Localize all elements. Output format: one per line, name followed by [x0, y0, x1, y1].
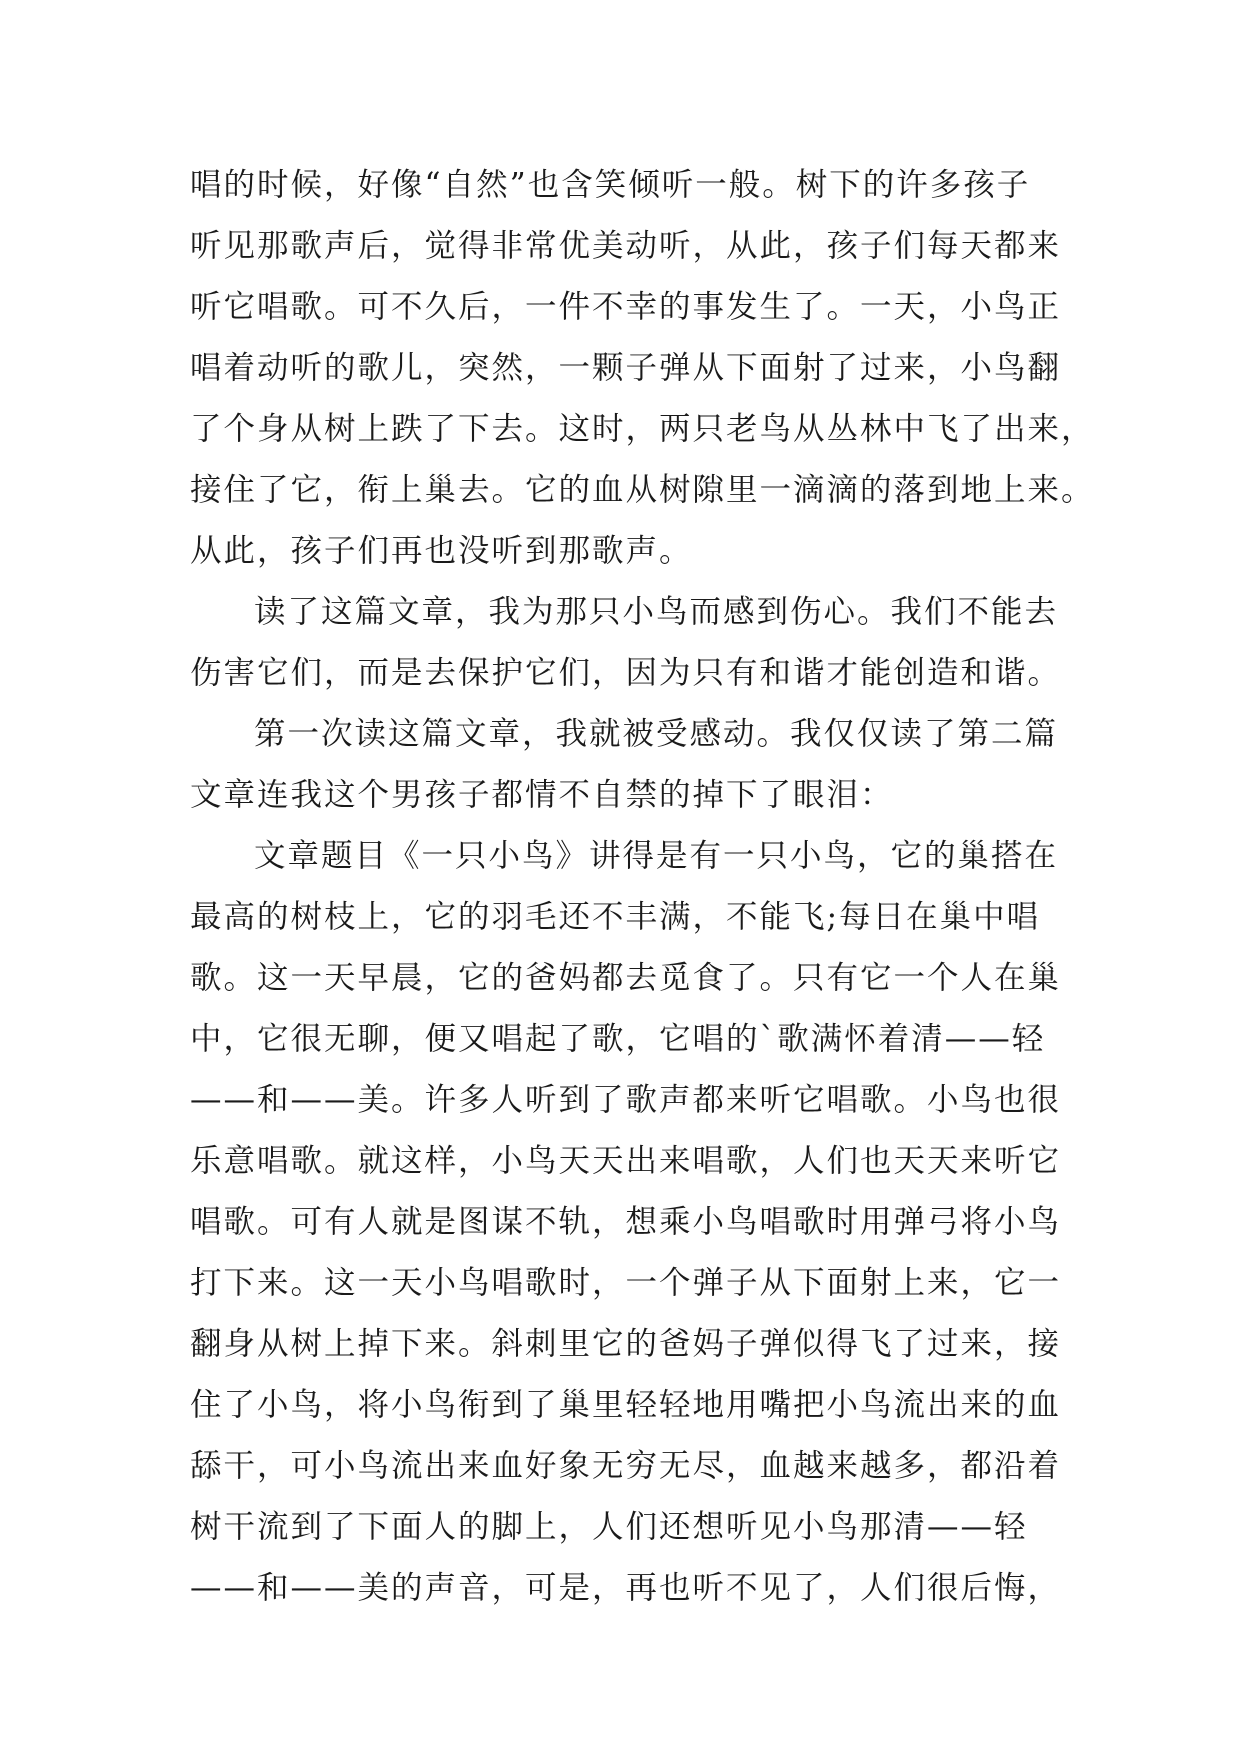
text-line: 唱歌。可有人就是图谋不轨，想乘小鸟唱歌时用弹弓将小鸟	[190, 1204, 1062, 1240]
text-line: 住了小鸟，将小鸟衔到了巢里轻轻地用嘴把小鸟流出来的血	[190, 1387, 1062, 1423]
text-line: 中，它很无聊，便又唱起了歌，它唱的`歌满怀着清——轻	[190, 1021, 1046, 1057]
text-line: 翻身从树上掉下来。斜刺里它的爸妈子弹似得飞了过来，接	[190, 1326, 1062, 1362]
text-line: 听见那歌声后，觉得非常优美动听，从此，孩子们每天都来	[190, 228, 1062, 264]
text-line: 听它唱歌。可不久后，一件不幸的事发生了。一天，小鸟正	[190, 289, 1062, 325]
text-line: 歌。这一天早晨，它的爸妈都去觅食了。只有它一个人在巢	[190, 960, 1062, 996]
paragraph-start-line: 第一次读这篇文章，我就被受感动。我仅仅读了第二篇	[254, 716, 1059, 752]
text-line: 从此，孩子们再也没听到那歌声。	[190, 533, 693, 569]
text-line: 唱着动听的歌儿，突然，一颗子弹从下面射了过来，小鸟翻	[190, 350, 1062, 386]
text-line: ——和——美。许多人听到了歌声都来听它唱歌。小鸟也很	[190, 1082, 1062, 1118]
text-line: 接住了它，衔上巢去。它的血从树隙里一滴滴的落到地上来。	[190, 472, 1095, 508]
text-line: ——和——美的声音，可是，再也听不见了，人们很后悔，	[190, 1570, 1062, 1606]
text-line: 唱的时候，好像“自然”也含笑倾听一般。树下的许多孩子	[190, 167, 1031, 203]
text-line: 打下来。这一天小鸟唱歌时，一个弹子从下面射上来，它一	[190, 1265, 1062, 1301]
text-line: 了个身从树上跌了下去。这时，两只老鸟从丛林中飞了出来，	[190, 411, 1095, 447]
body-text	[190, 155, 1095, 1619]
text-line: 最高的树枝上，它的羽毛还不丰满，不能飞;每日在巢中唱	[190, 899, 1041, 935]
text-line: 乐意唱歌。就这样，小鸟天天出来唱歌，人们也天天来听它	[190, 1143, 1062, 1179]
paragraph-start-line: 文章题目《一只小鸟》讲得是有一只小鸟，它的巢搭在	[254, 838, 1059, 874]
text-line: 文章连我这个男孩子都情不自禁的掉下了眼泪：	[190, 777, 894, 813]
text-line: 树干流到了下面人的脚上，人们还想听见小鸟那清——轻	[190, 1509, 1028, 1545]
text-line: 舔干，可小鸟流出来血好象无穷无尽，血越来越多，都沿着	[190, 1448, 1062, 1484]
text-line: 伤害它们，而是去保护它们，因为只有和谐才能创造和谐。	[190, 655, 1062, 691]
paragraph-start-line: 读了这篇文章，我为那只小鸟而感到伤心。我们不能去	[254, 594, 1059, 630]
